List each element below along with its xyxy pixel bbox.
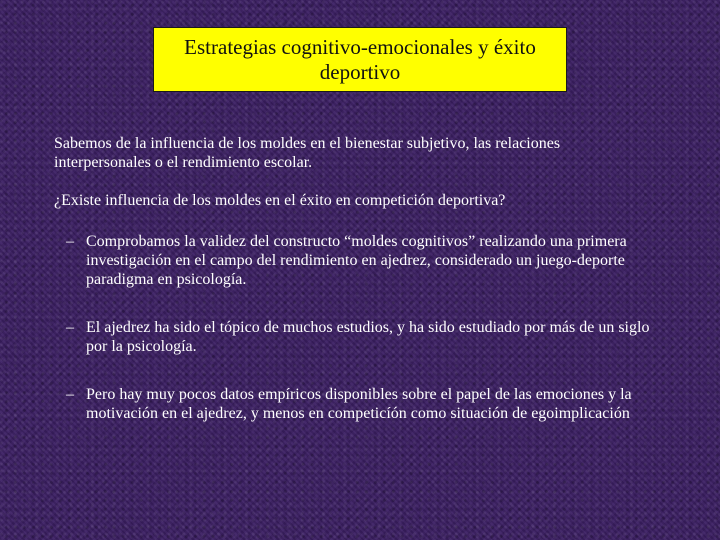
intro-paragraph: Sabemos de la influencia de los moldes en el bienestar subjetivo, las relaciones interpersonales o el rendimiento escolar.	[54, 135, 561, 171]
bullet-text: Pero hay muy pocos datos empíricos disponibles sobre el papel de las emociones y la motivación en el ajedrez, y menos en competicíón como situación de egoimplicación	[86, 386, 632, 422]
list-item	[54, 232, 654, 289]
dash-bullet-icon: –	[66, 233, 74, 250]
dash-bullet-icon: –	[66, 386, 74, 403]
list-item	[54, 318, 654, 356]
list-item	[54, 385, 654, 423]
slide-title: Estrategias cognitivo-emocionales y éxito deportivo	[184, 34, 536, 84]
bullet-text: El ajedrez ha sido el tópico de muchos estudios, y ha sido estudiado por más de un siglo por la psicología.	[86, 319, 650, 355]
bullet-list	[54, 232, 654, 423]
slide-body	[54, 134, 654, 452]
question-paragraph: ¿Existe influencia de los moldes en el éxito en competición deportiva?	[54, 192, 506, 209]
title-box	[153, 27, 567, 92]
dash-bullet-icon: –	[66, 319, 74, 336]
bullet-text: Comprobamos la validez del constructo “moldes cognitivos” realizando una primera investigación en el campo del rendimiento en ajedrez, considerado un juego-deporte paradigma en psicología.	[86, 233, 627, 288]
